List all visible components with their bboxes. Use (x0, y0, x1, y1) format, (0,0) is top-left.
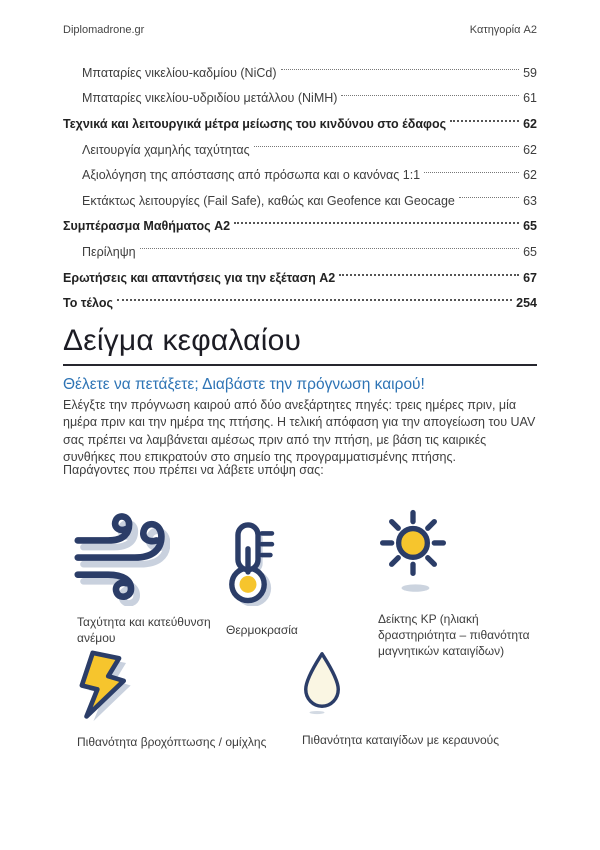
toc-entry-label: Ερωτήσεις και απαντήσεις για την εξέταση A2 (63, 270, 336, 285)
factors-intro: Παράγοντες που πρέπει να λάβετε υπόψη σας: (63, 463, 324, 477)
toc-entry[interactable] (63, 188, 537, 214)
toc-entry-page: 59 (523, 65, 537, 80)
toc-entry-label: Λειτουργία χαμηλής ταχύτητας (82, 142, 250, 157)
page-header (63, 24, 537, 36)
toc-entry-page: 65 (523, 244, 537, 259)
toc-entry-page: 63 (523, 193, 537, 208)
header-category: Κατηγορία A2 (469, 24, 537, 36)
toc-entry-page: 62 (523, 116, 537, 131)
toc-entry-page: 61 (523, 91, 537, 106)
toc-entry[interactable] (63, 239, 537, 265)
toc-entry-label: Τεχνικά και λειτουργικά μέτρα μείωσης του κινδύνου στο έδαφος (63, 116, 447, 131)
wind-icon (73, 511, 170, 606)
toc-entry[interactable] (63, 265, 537, 291)
toc-entry-page: 67 (523, 270, 537, 285)
toc-entry-page: 62 (523, 142, 537, 157)
sun-icon (372, 505, 454, 594)
toc-entry-page: 65 (523, 219, 537, 234)
factor-label-thermometer: Θερμοκρασία (226, 623, 298, 637)
dot-leader (117, 299, 512, 301)
dot-leader (459, 197, 519, 198)
lightning-icon (71, 648, 133, 726)
toc-entry[interactable] (63, 290, 537, 316)
raindrop-icon (297, 650, 347, 715)
toc-entry-page: 62 (523, 168, 537, 183)
factor-label-thunderstorms: Πιθανότητα καταιγίδων με κεραυνούς (302, 733, 500, 747)
chapter-title: Δείγμα κεφαλαίου (63, 324, 302, 357)
dot-leader (339, 274, 519, 276)
factor-label-kp-index: Δείκτης KP (ηλιακή δραστηριότητα – πιθανότητα μαγνητικών καταιγίδων) (378, 612, 530, 658)
factor-label-precipitation: Πιθανότητα βροχόπτωσης / ομίχλης (77, 735, 267, 749)
dot-leader (234, 222, 519, 224)
toc-entry-label: Περίληψη (82, 244, 136, 259)
toc-entry[interactable] (63, 162, 537, 188)
toc-entry-label: Αξιολόγηση της απόστασης από πρόσωπα και ο κανόνας 1:1 (82, 168, 421, 183)
toc-entry[interactable] (63, 137, 537, 163)
toc-entry-label: Μπαταρίες νικελίου-καδμίου (NiCd) (82, 65, 277, 80)
header-site-name: Diplomadrone.gr (63, 24, 145, 36)
dot-leader (341, 95, 519, 96)
dot-leader (254, 146, 519, 147)
chapter-subtitle: Θέλετε να πετάξετε; Διαβάστε την πρόγνωση καιρού! (63, 376, 425, 393)
toc-entry-label: Μπαταρίες νικελίου-υδριδίου μετάλλου (NiMH) (82, 91, 338, 106)
dot-leader (424, 172, 519, 173)
factor-label-wind: Ταχύτητα και κατεύθυνση ανέμου (77, 615, 211, 645)
toc-entry[interactable] (63, 60, 537, 86)
table-of-contents (63, 60, 537, 316)
title-rule (63, 364, 537, 366)
dot-leader (140, 248, 520, 249)
toc-entry[interactable] (63, 111, 537, 137)
toc-entry[interactable] (63, 214, 537, 240)
thermometer-icon (221, 521, 275, 606)
toc-entry-label: Συμπέρασμα Μαθήματος A2 (63, 219, 231, 234)
toc-entry-label: Εκτάκτως λειτουργίες (Fail Safe), καθώς και Geofence και Geocage (82, 193, 455, 208)
chapter-paragraph: Ελέγξτε την πρόγνωση καιρού από δύο ανεξάρτητες πηγές: τρεις ημέρες πριν, μία ημέρα πριν και την ημέρα της πτήσης. Η τελική απόφαση για την απογείωση του UAV σας πρέπει να λαμβάνεται αμέσως πριν από την πτήση, με βάση τις καιρικές συνθήκες που επικρατούν στο σημείο της προγραμματισμένης πτήσης. (63, 398, 536, 465)
toc-entry-label: Το τέλος (63, 296, 113, 311)
dot-leader (450, 120, 519, 122)
dot-leader (281, 69, 520, 70)
toc-entry[interactable] (63, 86, 537, 112)
toc-entry-page: 254 (516, 296, 537, 311)
